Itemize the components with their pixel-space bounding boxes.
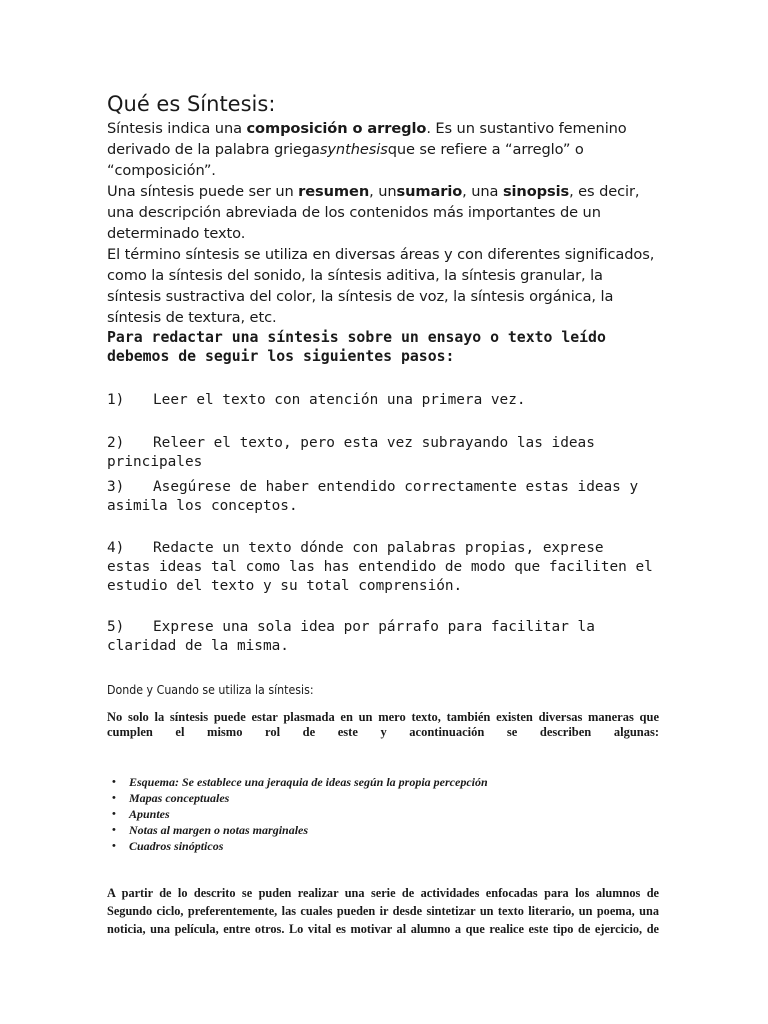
step-text: Releer el texto, pero esta vez subrayando las ideas principales (107, 435, 595, 470)
step-number: 4) (107, 540, 125, 556)
intro-italic-term: synthesis (319, 141, 388, 158)
step-item (107, 618, 655, 656)
step-text: Redacte un texto dónde con palabras propias, exprese estas ideas tal como las has entendido de modo que faciliten el estudio del texto y su total comprensión. (107, 540, 653, 594)
step-number: 1) (107, 392, 125, 408)
list-item-text: Apuntes (129, 807, 170, 821)
intro-text: , un (369, 183, 397, 200)
bullet-icon: • (112, 840, 116, 852)
bullet-icon: • (112, 776, 116, 788)
closing-line: noticia, una película, entre otros. Lo vital es motivar al alumno a que realice este tipo de ejercicio, de (107, 922, 659, 936)
bullet-icon: • (112, 824, 116, 836)
list-item-text: Esquema: Se establece una jeraquia de ideas según la propia percepción (129, 775, 488, 789)
intro-paragraph-2 (107, 181, 659, 244)
step-number: 2) (107, 435, 125, 451)
list-item (112, 823, 309, 838)
intro-text: , una (462, 183, 503, 200)
step-number: 5) (107, 619, 125, 635)
list-item-text: Cuadros sinópticos (129, 839, 224, 853)
intro-text: que se refiere a “arreglo” o “composición”. (107, 141, 584, 179)
step-item (107, 434, 655, 472)
step-number: 3) (107, 479, 125, 495)
intro-bold-term: resumen (298, 183, 370, 200)
intro-bold-term: sinopsis (502, 183, 570, 200)
intro-bold-term: composición o arreglo (246, 120, 427, 137)
page-title: Qué es Síntesis: (107, 92, 276, 116)
intro-text: , es decir, una descripción abreviada de los contenidos más importantes de un determinado texto. (107, 183, 640, 242)
intro-paragraph-1 (107, 118, 659, 181)
bullet-icon: • (112, 808, 116, 820)
intro-paragraph-3: El término síntesis se utiliza en diversas áreas y con diferentes significados, como la síntesis del sonido, la síntesis aditiva, la síntesis granular, la síntesis sustractiva del color, la síntesis de voz, la síntesis orgánica, la síntesis de textura, etc. (107, 246, 655, 326)
list-item-text: Notas al margen o notas marginales (129, 823, 309, 837)
intro-bold-term: sumario (396, 183, 463, 200)
document-page (107, 90, 659, 366)
steps-heading: Para redactar una síntesis sobre un ensayo o texto leído debemos de seguir los siguientes pasos: (107, 329, 606, 365)
bullet-icon: • (112, 792, 116, 804)
list-item (112, 807, 170, 822)
list-item (112, 839, 224, 854)
step-item (107, 478, 655, 516)
step-text: Exprese una sola idea por párrafo para facilitar la claridad de la misma. (107, 619, 595, 654)
closing-line: A partir de lo descrito se puden realizar una serie de actividades enfocadas para los alumnos de (107, 886, 659, 900)
intro-text: Síntesis indica una (107, 120, 247, 137)
intro-text: . Es un sustantivo femenino derivado de la palabra griega (107, 120, 627, 158)
step-text: Asegúrese de haber entendido correctamente estas ideas y asimila los conceptos. (107, 479, 639, 514)
donde-paragraph: No solo la síntesis puede estar plasmada en un mero texto, también existen diversas maneras que cumplen el mismo rol de este y acontinuación se describen algunas: (107, 710, 659, 739)
list-item (112, 775, 488, 790)
step-item (107, 391, 655, 410)
donde-heading: Donde y Cuando se utiliza la síntesis: (107, 683, 314, 697)
list-item (112, 791, 230, 806)
list-item-text: Mapas conceptuales (129, 791, 230, 805)
step-item (107, 539, 655, 596)
closing-line: Segundo ciclo, preferentemente, las cuales pueden ir desde sintetizar un texto literario, un poema, una (107, 904, 659, 918)
step-text: Leer el texto con atención una primera vez. (153, 392, 526, 408)
intro-text: Una síntesis puede ser un (107, 183, 299, 200)
closing-paragraph (107, 884, 659, 938)
